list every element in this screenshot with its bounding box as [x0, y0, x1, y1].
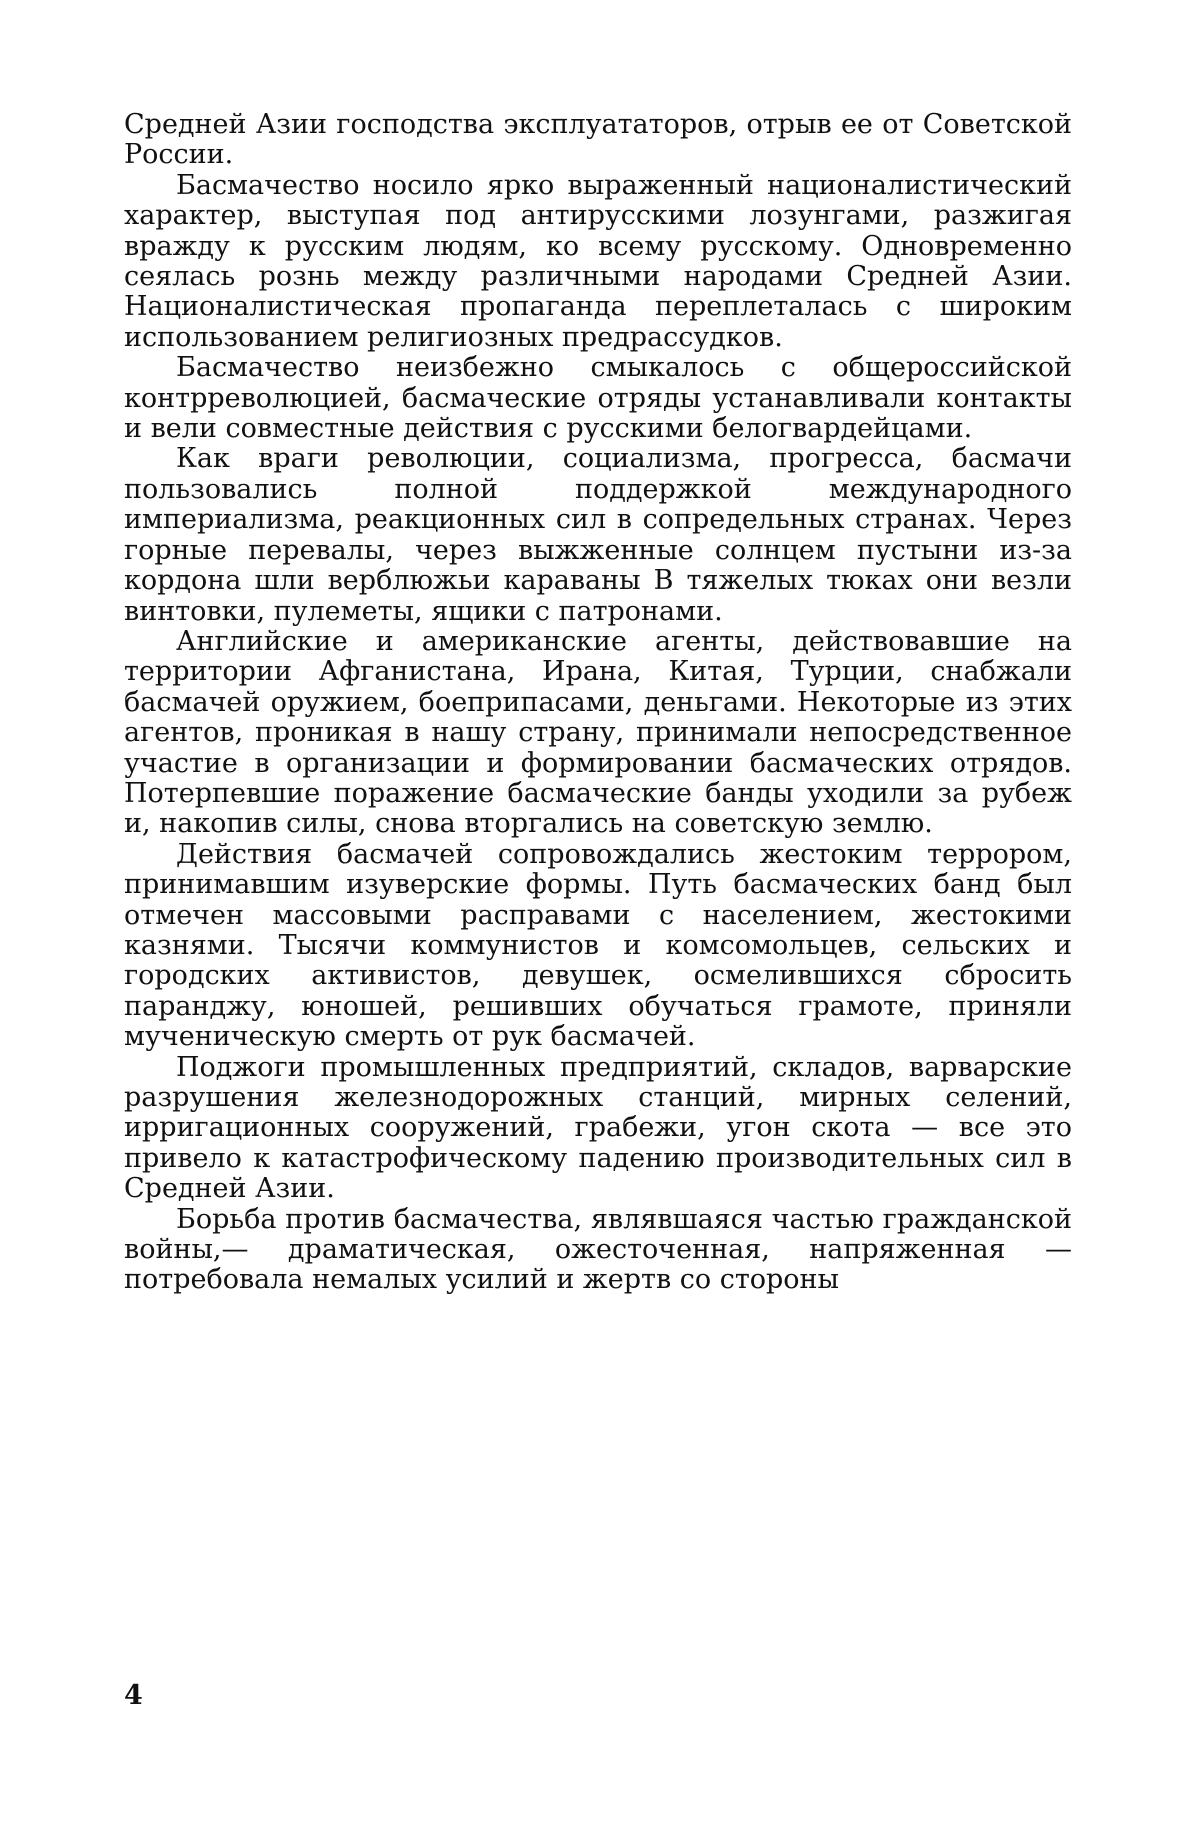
page-number: 4 — [124, 1680, 143, 1711]
paragraph-6: Действия басмачей сопровождались жестоким террором, принимавшим изуверские формы. Путь басмаческих банд был отмечен массовыми расправами с населением, жестокими казнями. Тысячи коммунистов и комсомольцев, сельских и городских активистов, девушек, осмелившихся сбросить паранджу, юношей, решивших обучаться грамоте, приняли мученическую смерть от рук басмачей. — [124, 838, 1072, 1053]
paragraph-1: Средней Азии господства эксплуататоров, отрыв ее от Советской России. — [124, 109, 1072, 171]
paragraph-5: Английские и американские агенты, действовавшие на территории Афганистана, Ирана, Китая, Турции, снабжали басмачей оружием, боеприпасами, деньгами. Некоторые из этих агентов, проникая в нашу страну, принимали непосредственное участие в организации и формировании басмаческих отрядов. Потерпевшие поражение басмаческие банды уходили за рубеж и, накопив силы, снова вторгались на советскую землю. — [124, 625, 1072, 840]
paragraph-2: Басмачество носило ярко выраженный националистический характер, выступая под антирусскими лозунгами, разжигая вражду к русским людям, ко всему русскому. Одновременно сеялась рознь между различными народами Средней Азии. Националистическая пропаганда переплеталась с широким использованием религиозных предрассудков. — [124, 169, 1072, 353]
paragraph-3: Басмачество неизбежно смыкалось с общероссийской контрреволюцией, басмаческие отряды устанавливали контакты и вели совместные действия с русскими белогвардейцами. — [124, 352, 1072, 445]
paragraph-7: Поджоги промышленных предприятий, складов, варварские разрушения железнодорожных станций, мирных селений, ирригационных сооружений, грабежи, угон скота — все это привело к катастрофическому падению производительных сил в Средней Азии. — [124, 1051, 1072, 1205]
paragraph-8: Борьба против басмачества, являвшаяся частью гражданской войны,— драматическая, ожесточенная, напряженная — потребовала немалых усилий и жертв со стороны — [124, 1203, 1072, 1296]
page-body-text — [124, 110, 1072, 1296]
paragraph-4: Как враги революции, социализма, прогресса, басмачи пользовались полной поддержкой международного империализма, реакционных сил в сопредельных странах. Через горные перевалы, через выжженные солнцем пустыни из-за кордона шли верблюжьи караваны В тяжелых тюках они везли винтовки, пулеметы, ящики с патронами. — [124, 443, 1072, 627]
